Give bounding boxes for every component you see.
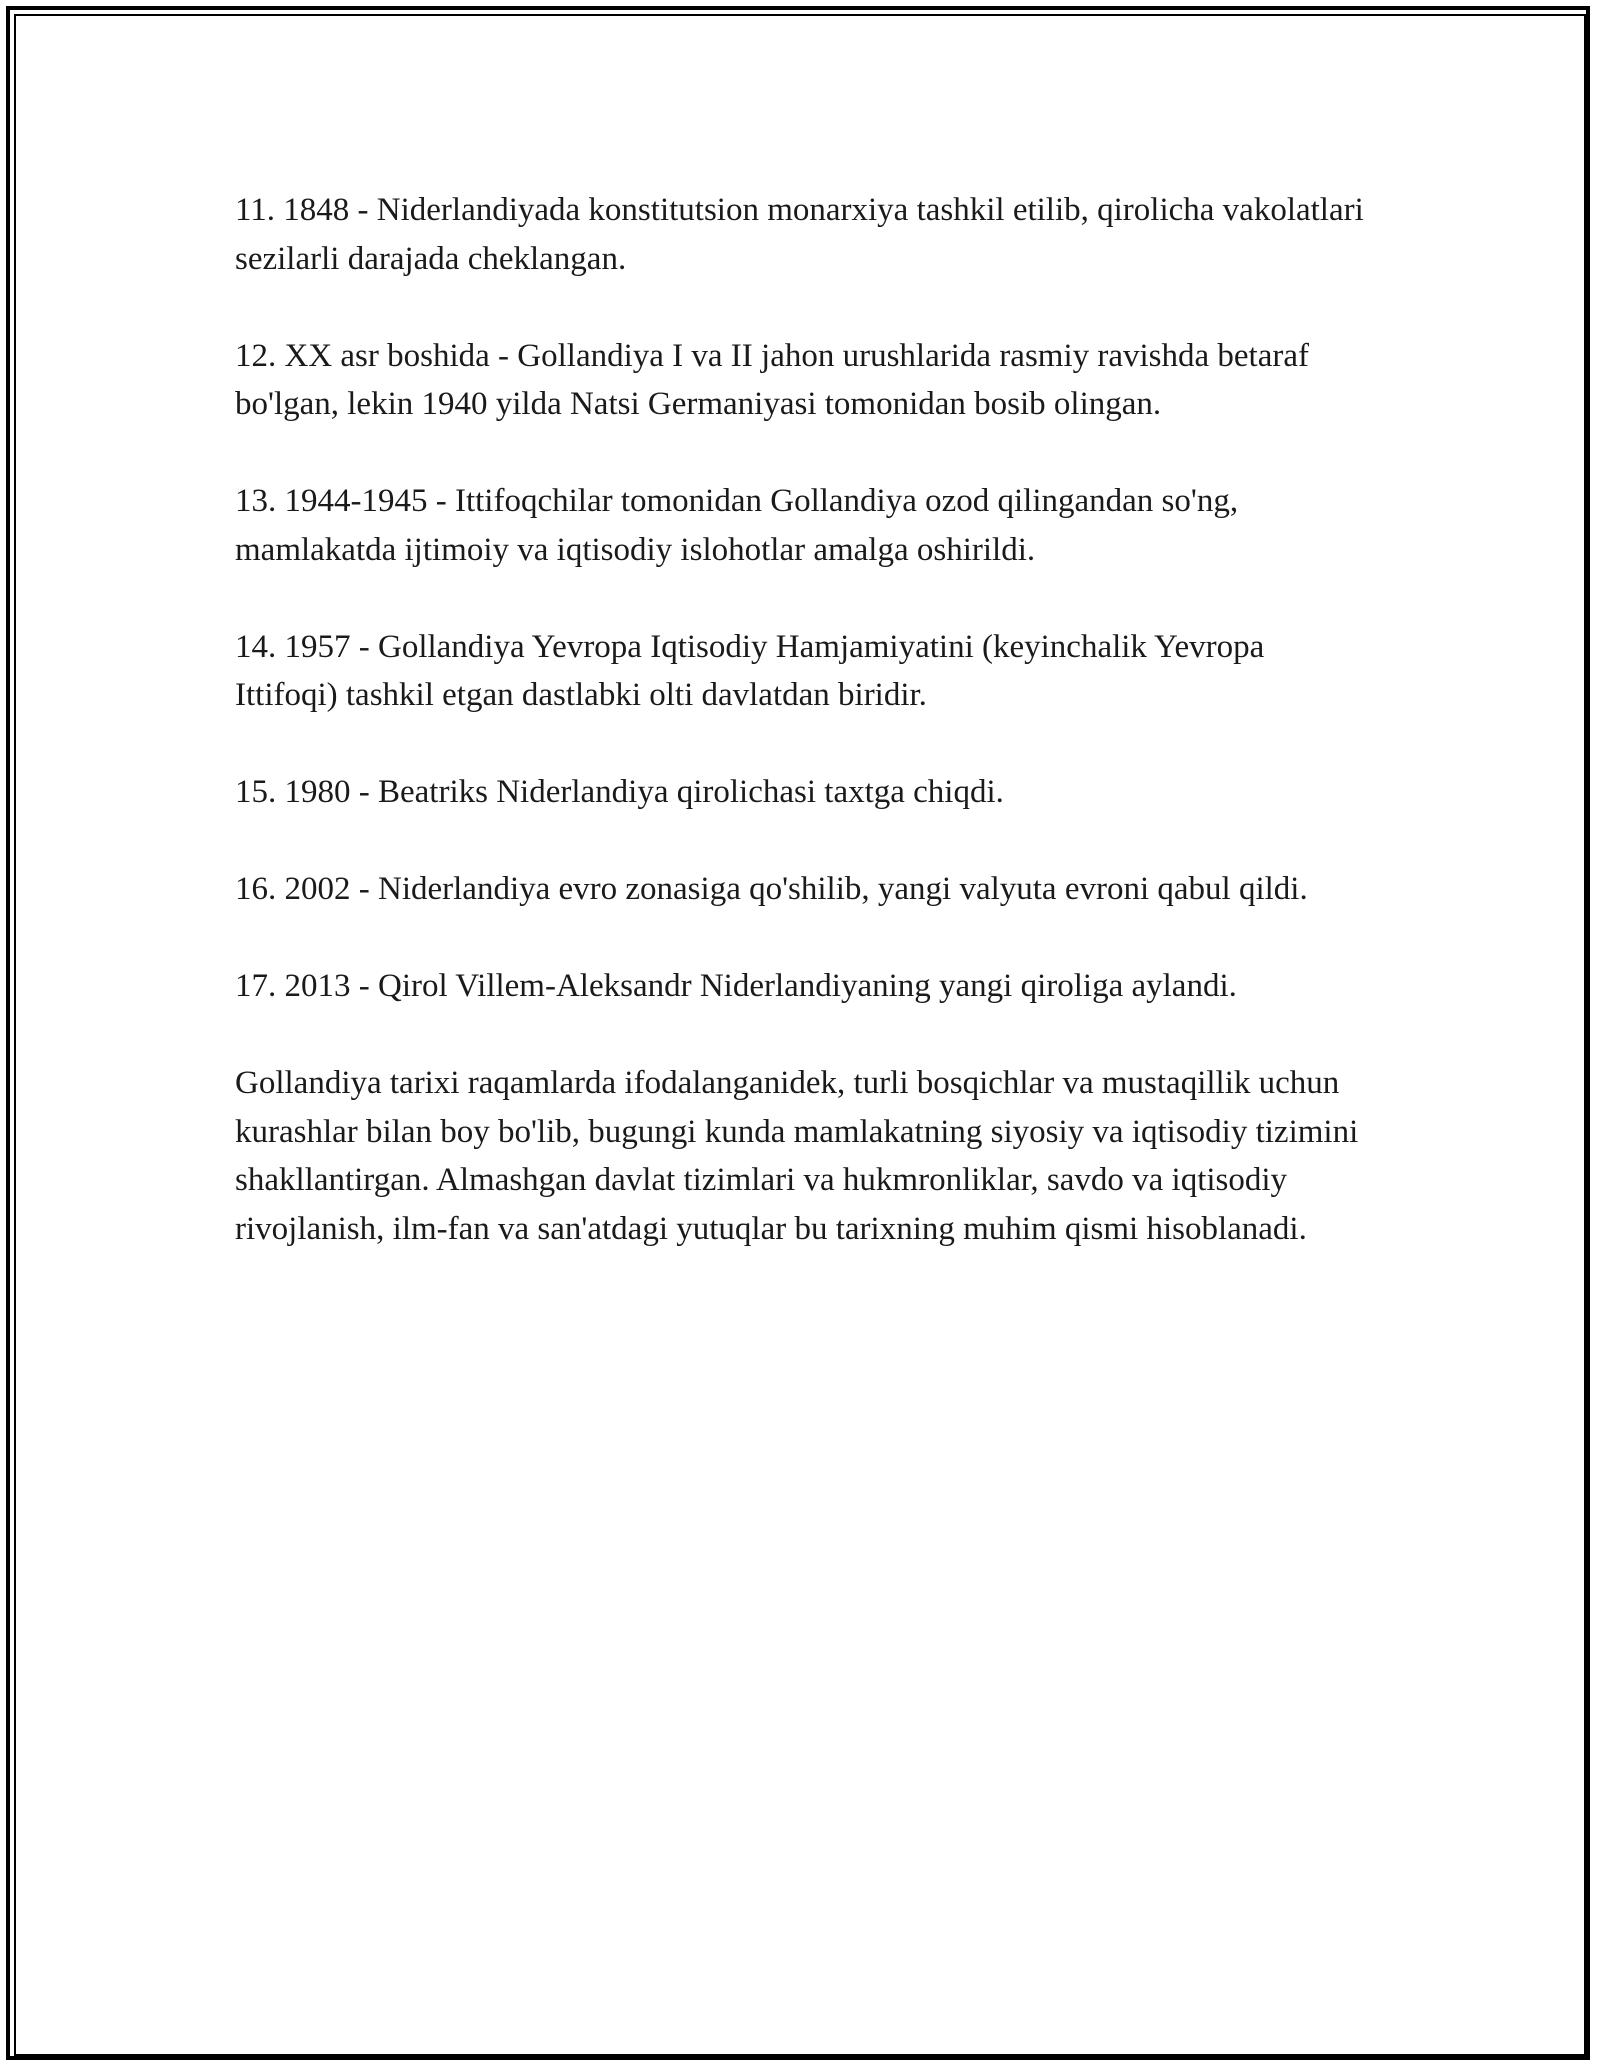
- timeline-item-15: 15. 1980 - Beatriks Niderlandiya qirolichasi taxtga chiqdi.: [235, 774, 1004, 810]
- document-body: [235, 186, 1375, 1302]
- timeline-item-17: 17. 2013 - Qirol Villem-Aleksandr Niderlandiyaning yangi qiroliga aylandi.: [235, 968, 1237, 1004]
- timeline-item-16: 16. 2002 - Niderlandiya evro zonasiga qo'shilib, yangi valyuta evroni qabul qildi.: [235, 871, 1308, 907]
- timeline-item-11: 11. 1848 - Niderlandiyada konstitutsion monarxiya tashkil etilib, qirolicha vakolatlari sezilarli darajada cheklangan.: [235, 192, 1364, 277]
- timeline-item-12: 12. XX asr boshida - Gollandiya I va II jahon urushlarida rasmiy ravishda betaraf bo'lgan, lekin 1940 yilda Natsi Germaniyasi tomonidan bosib olingan.: [235, 337, 1309, 422]
- conclusion-paragraph: Gollandiya tarixi raqamlarda ifodalanganidek, turli bosqichlar va mustaqillik uchun kurashlar bilan boy bo'lib, bugungi kunda mamlakatning siyosiy va iqtisodiy tizimini shakllantirgan. Almashgan davlat tizimlari va hukmronliklar, savdo va iqtisodiy rivojlanish, ilm-fan va san'atdagi yutuqlar bu tarixning muhim qismi hisoblanadi.: [235, 1065, 1359, 1247]
- timeline-item-13: 13. 1944-1945 - Ittifoqchilar tomonidan Gollandiya ozod qilingandan so'ng, mamlakatda ijtimoiy va iqtisodiy islohotlar amalga oshirildi.: [235, 483, 1239, 568]
- timeline-item-14: 14. 1957 - Gollandiya Yevropa Iqtisodiy Hamjamiyatini (keyinchalik Yevropa Ittifoqi) tashkil etgan dastlabki olti davlatdan biridir.: [235, 628, 1265, 713]
